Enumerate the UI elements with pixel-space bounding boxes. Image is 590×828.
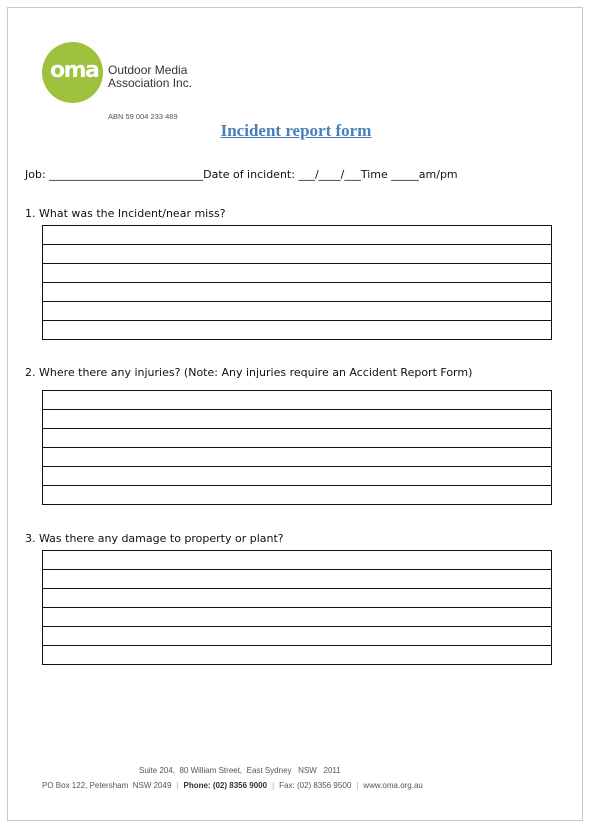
answer-grid-1 — [42, 225, 552, 340]
answer-row[interactable] — [43, 608, 552, 627]
answer-row[interactable] — [43, 302, 552, 321]
footer-phone: Phone: (02) 8356 9000 — [183, 781, 268, 790]
form-page — [7, 7, 583, 821]
answer-row[interactable] — [43, 391, 552, 410]
answer-row[interactable] — [43, 245, 552, 264]
answer-grid-2 — [42, 390, 552, 505]
question-3: 3. Was there any damage to property or plant? — [25, 532, 284, 545]
time-label: Time — [360, 168, 392, 181]
time-field[interactable]: _____ — [391, 168, 419, 181]
answer-row[interactable] — [43, 589, 552, 608]
footer-contacts — [42, 781, 423, 790]
footer-website[interactable]: www.oma.org.au — [363, 781, 423, 790]
answer-row[interactable] — [43, 429, 552, 448]
question-1: 1. What was the Incident/near miss? — [25, 207, 226, 220]
answer-row[interactable] — [43, 448, 552, 467]
job-field[interactable]: ____________________________ — [49, 168, 204, 181]
footer-po-box: PO Box 122, Petersham NSW 2049 — [42, 781, 172, 790]
answer-row[interactable] — [43, 570, 552, 589]
answer-row[interactable] — [43, 321, 552, 340]
logo-mark: oma — [50, 58, 99, 83]
organisation-name-line2: Association Inc. — [108, 76, 193, 90]
answer-row[interactable] — [43, 486, 552, 505]
organisation-name — [108, 64, 192, 90]
job-details-line — [25, 168, 458, 181]
job-label: Job: — [25, 168, 50, 181]
question-2: 2. Where there any injuries? (Note: Any injuries require an Accident Report Form) — [25, 366, 473, 379]
ampm-label: am/pm — [418, 168, 458, 181]
answer-row[interactable] — [43, 264, 552, 283]
footer-fax: Fax: (02) 8356 9500 — [279, 781, 352, 790]
answer-row[interactable] — [43, 646, 552, 665]
footer-address: Suite 204, 80 William Street, East Sydney NSW 2011 — [139, 766, 341, 775]
date-field[interactable]: ___/____/___ — [298, 168, 361, 181]
footer-separator: | — [272, 781, 275, 790]
organisation-name-line1: Outdoor Media — [108, 63, 188, 77]
abn-number: ABN 59 004 233 489 — [108, 112, 178, 121]
answer-row[interactable] — [43, 283, 552, 302]
answer-row[interactable] — [43, 226, 552, 245]
answer-row[interactable] — [43, 551, 552, 570]
form-title: Incident report form — [220, 121, 372, 140]
answer-row[interactable] — [43, 410, 552, 429]
footer-separator: | — [356, 781, 359, 790]
footer-separator: | — [176, 781, 179, 790]
answer-row[interactable] — [43, 627, 552, 646]
date-label: Date of incident: — [203, 168, 299, 181]
answer-row[interactable] — [43, 467, 552, 486]
answer-grid-3 — [42, 550, 552, 665]
